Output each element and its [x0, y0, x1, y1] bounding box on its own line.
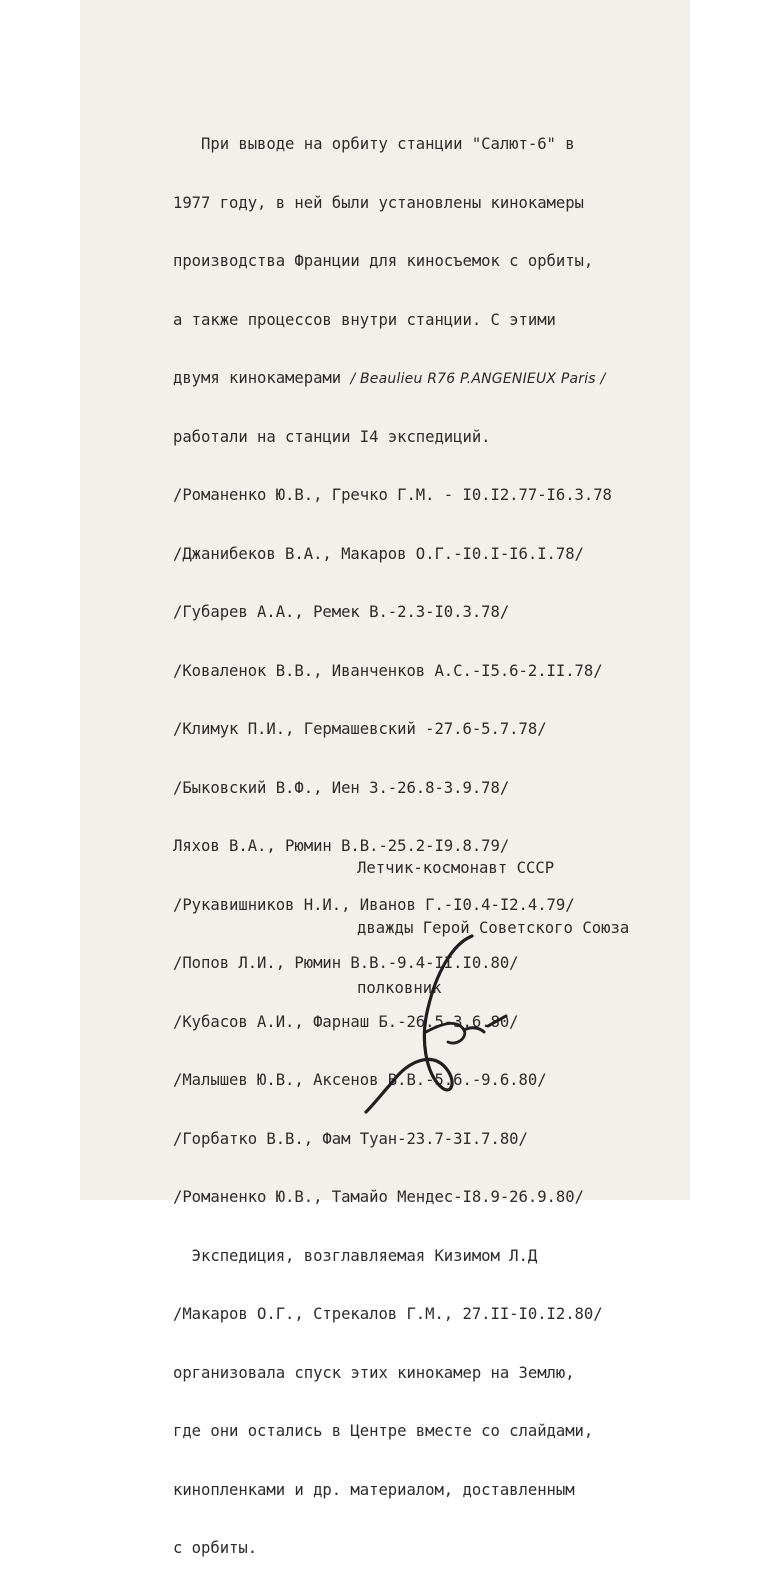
intro-line: а также процессов внутри станции. С этими — [173, 310, 556, 329]
handwritten-camera-model: / Beaulieu R76 P.ANGENIEUX Paris / — [350, 371, 606, 387]
final-line: /Макаров О.Г., Стрекалов Г.М., 27.II-I0.I2.80/ — [173, 1305, 603, 1323]
handwritten-signature — [360, 930, 530, 1120]
crew-line: /Романенко Ю.В., Тамайо Мендес-I8.9-26.9.80/ — [173, 1188, 584, 1206]
final-line: с орбиты. — [173, 1539, 258, 1557]
final-line: где они остались в Центре вместе со слайдами, — [173, 1422, 594, 1440]
crew-line: /Малышев Ю.В., Аксенов В.В.-5.6.-9.6.80/ — [173, 1071, 547, 1089]
crew-line: /Климук П.И., Гермашевский -27.6-5.7.78/ — [173, 720, 547, 738]
final-line: организовала спуск этих кинокамер на Землю, — [173, 1363, 575, 1382]
crew-line: /Романенко Ю.В., Гречко Г.М. - I0.I2.77-I6.3.78 — [173, 486, 612, 504]
intro-line: производства Франции для киносъемок с орбиты, — [173, 252, 594, 270]
closing-rank-line: полковник — [357, 979, 442, 997]
work-line: работали на станции I4 экспедиций. — [173, 427, 491, 446]
intro-line: При выводе на орбиту станции "Салют-6" в — [173, 135, 575, 153]
crew-line: Ляхов В.А., Рюмин В.В.-25.2-I9.8.79/ — [173, 837, 510, 855]
crew-line: /Попов Л.И., Рюмин В.В.-9.4-II.I0.80/ — [173, 954, 519, 972]
intro-line: 1977 году, в ней были установлены кинокамеры — [173, 193, 584, 212]
signature-stroke-loop — [426, 1023, 465, 1043]
crew-line: /Коваленок В.В., Иванченков А.С.-I5.6-2.II.78/ — [173, 661, 603, 680]
final-line: Экспедиция, возглавляемая Кизимом Л.Д — [173, 1246, 538, 1265]
closing-title-line: дважды Герой Советского Союза — [357, 919, 630, 937]
crew-line: /Горбатко В.В., Фам Туан-23.7-3I.7.80/ — [173, 1129, 528, 1148]
crew-line: /Рукавишников Н.И., Иванов Г.-I0.4-I2.4.79/ — [173, 895, 575, 914]
cameras-line — [173, 369, 688, 389]
closing-title-line: Летчик-космонавт СССР — [357, 859, 555, 877]
crew-line: /Кубасов А.И., Фарнаш Б.-26.5-3.6.80/ — [173, 1012, 519, 1031]
crew-line: /Быковский В.Ф., Иен З.-26.8-3.9.78/ — [173, 778, 510, 797]
final-line: кинопленками и др. материалом, доставленным — [173, 1480, 575, 1499]
crew-line: /Губарев А.А., Ремек В.-2.3-I0.3.78/ — [173, 603, 510, 621]
crew-line: /Джанибеков В.А., Макаров О.Г.-I0.I-I6.I.78/ — [173, 544, 584, 563]
cameras-line-prefix: двумя кинокамерами — [173, 369, 351, 387]
signature-stroke-tail — [464, 1016, 506, 1032]
